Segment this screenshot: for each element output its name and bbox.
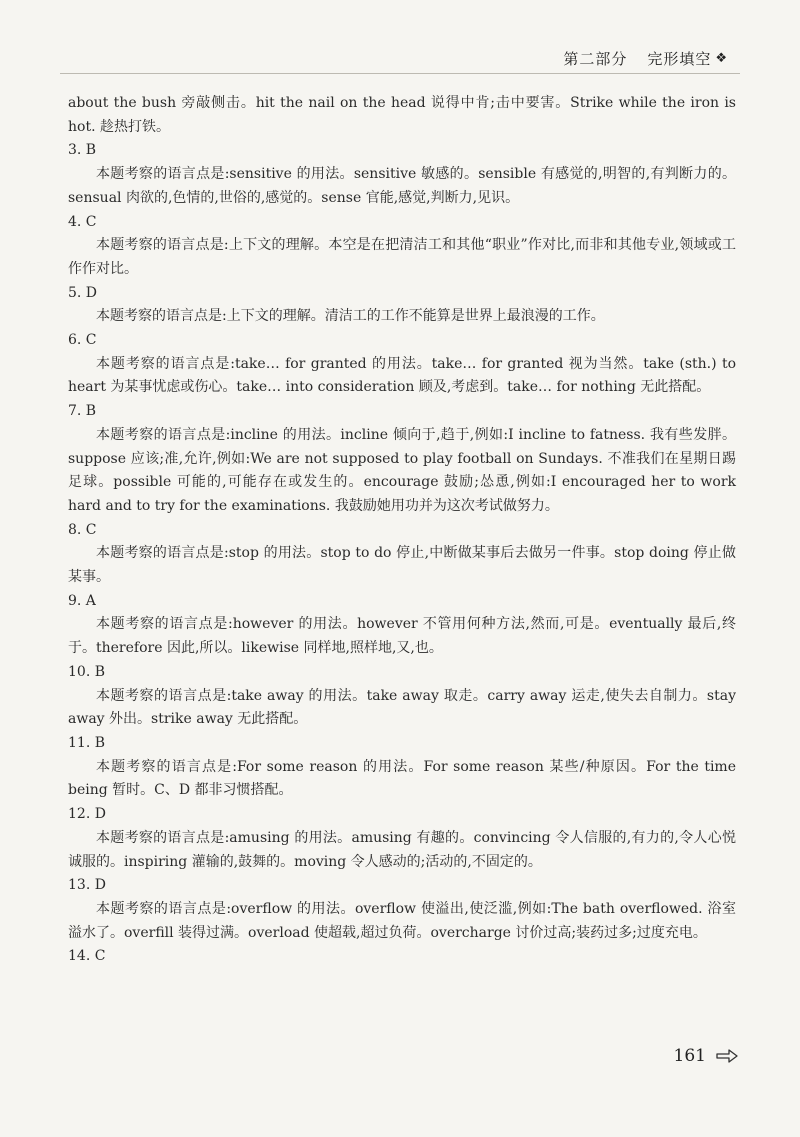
page-content <box>68 92 736 969</box>
explanation-8: 本题考察的语言点是:stop 的用法。stop to do 停止,中断做某事后去做另一件事。stop doing 停止做某事。 <box>68 545 736 586</box>
explanation-12: 本题考察的语言点是:amusing 的用法。amusing 有趣的。convincing 令人信服的,有力的,令人心悦诚服的。inspiring 灌输的,鼓舞的。moving 令人感动的;活动的,不固定的。 <box>68 829 736 870</box>
explanation-10: 本题考察的语言点是:take away 的用法。take away 取走。carry away 运走,使失去自制力。stay away 外出。strike away 无此搭配。 <box>68 687 736 728</box>
right-arrow-icon <box>716 1049 738 1063</box>
header-part: 第二部分 <box>563 50 628 68</box>
explanation-9: 本题考察的语言点是:however 的用法。however 不管用何种方法,然而,可是。eventually 最后,终于。therefore 因此,所以。likewise 同样地,照样地,又,也。 <box>68 616 736 657</box>
explanation-5: 本题考察的语言点是:上下文的理解。清洁工的工作不能算是世界上最浪漫的工作。 <box>96 308 605 325</box>
answer-7: 7. B <box>68 403 97 420</box>
answer-13: 13. D <box>68 877 106 894</box>
page-footer <box>674 1046 738 1066</box>
header-divider <box>60 73 740 74</box>
page-header <box>563 48 728 69</box>
intro-paragraph: about the bush 旁敲侧击。hit the nail on the head 说得中肯;击中要害。Strike while the iron is hot. 趁热打铁。 <box>68 95 736 135</box>
answer-6: 6. C <box>68 332 97 349</box>
header-section: 完形填空 <box>647 50 712 68</box>
explanation-4: 本题考察的语言点是:上下文的理解。本空是在把清洁工和其他“职业”作对比,而非和其他专业,领域或工作作对比。 <box>68 237 736 277</box>
answer-4: 4. C <box>68 213 97 230</box>
answer-11: 11. B <box>68 734 106 751</box>
answer-9: 9. A <box>68 592 96 609</box>
page-number: 161 <box>673 1046 706 1066</box>
explanation-13: 本题考察的语言点是:overflow 的用法。overflow 使溢出,使泛滥,例如:The bath overflowed. 浴室溢水了。overfill 装得过满。overload 使超载,超过负荷。overcharge 讨价过高;装药过多;过度充电。 <box>68 900 736 941</box>
answer-10: 10. B <box>68 663 106 680</box>
answer-3: 3. B <box>68 142 97 159</box>
answer-12: 12. D <box>68 806 106 823</box>
explanation-3: 本题考察的语言点是:sensitive 的用法。sensitive 敏感的。sensible 有感觉的,明智的,有判断力的。sensual 肉欲的,色情的,世俗的,感觉的。sense 官能,感觉,判断力,见识。 <box>68 166 736 206</box>
explanation-7: 本题考察的语言点是:incline 的用法。incline 倾向于,趋于,例如:I incline to fatness. 我有些发胖。suppose 应该;准,允许,例如:We are not supposed to play football on Sundays. 不准我们在星期日踢足球。possible 可能的,可能存在或发生的。encourage 鼓励;怂恿,例如:I encouraged her to work hard and to try for the examinations. 我鼓励她用功并为这次考试做努力。 <box>68 426 736 514</box>
answer-8: 8. C <box>68 521 97 538</box>
header-ornament-icon: ❖ <box>715 51 728 66</box>
answer-5: 5. D <box>68 284 98 301</box>
explanation-6: 本题考察的语言点是:take… for granted 的用法。take… for granted 视为当然。take (sth.) to heart 为某事忧虑或伤心。take… into consideration 顾及,考虑到。take… for nothing 无此搭配。 <box>68 355 736 396</box>
answer-14: 14. C <box>68 948 106 965</box>
explanation-11: 本题考察的语言点是:For some reason 的用法。For some reason 某些/种原因。For the time being 暂时。C、D 都非习惯搭配。 <box>68 758 736 799</box>
